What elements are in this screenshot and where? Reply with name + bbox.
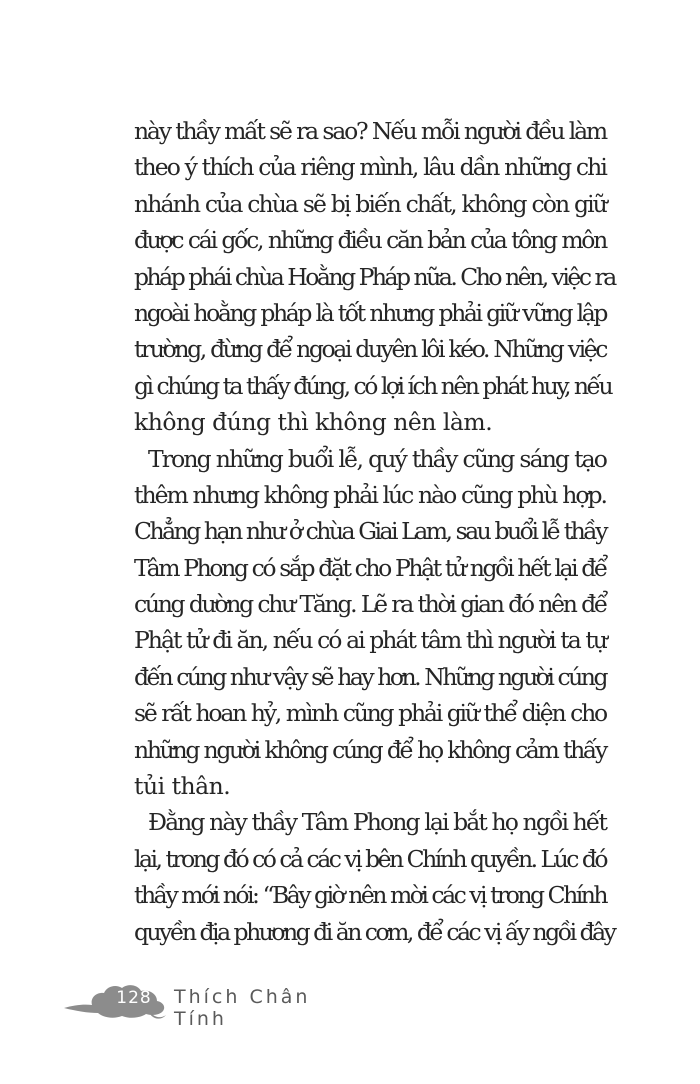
body-text [134, 113, 615, 950]
text-line: này thầy mất sẽ ra sao? Nếu mỗi người đều làm [134, 117, 606, 145]
text-line: cúng dường chư Tăng. Lẽ ra thời gian đó nên để [134, 590, 606, 619]
text-line: Phật tử đi ăn, nếu có ai phát tâm thì người ta tự [134, 626, 606, 655]
page-number: 128 [116, 988, 152, 1008]
text-line: những người không cúng để họ không cảm thấy [134, 735, 606, 764]
text-line: Đằng này thầy Tâm Phong lại bắt họ ngồi hết [148, 808, 606, 837]
text-line: pháp phái chùa Hoằng Pháp nữa. Cho nên, việc ra [134, 262, 615, 291]
text-line: nhánh của chùa sẽ bị biến chất, không còn giữ [134, 189, 606, 218]
text-line: thêm nhưng không phải lúc nào cũng phù hợp. [134, 480, 606, 509]
text-line: thầy mới nói: “Bây giờ nên mời các vị trong Chính [134, 881, 606, 910]
text-line: theo ý thích của riêng mình, lâu dần những chi [134, 153, 606, 182]
author-name: Thích Chân Tính [174, 986, 311, 1030]
text-line: không đúng thì không nên làm. [134, 408, 493, 437]
text-line: ngoài hoằng pháp là tốt nhưng phải giữ vững lập [134, 298, 606, 327]
text-line: tủi thân. [134, 772, 231, 801]
text-line: sẽ rất hoan hỷ, mình cũng phải giữ thể diện cho [134, 699, 606, 728]
text-line: quyền địa phương đi ăn cơm, để các vị ấy ngồi đây [134, 917, 615, 946]
text-line: lại, trong đó có cả các vị bên Chính quyền. Lúc đó [134, 844, 607, 873]
text-line: Tâm Phong có sắp đặt cho Phật tử ngồi hết lại để [134, 553, 606, 582]
text-line: Chẳng hạn như ở chùa Giai Lam, sau buổi lễ thầy [134, 517, 606, 546]
page-footer [62, 978, 362, 1030]
text-line: gì chúng ta thấy đúng, có lợi ích nên phát huy, nếu [134, 371, 612, 400]
text-line: được cái gốc, những điều căn bản của tông môn [134, 226, 606, 255]
text-line: Trong những buổi lễ, quý thầy cũng sáng tạo [148, 444, 606, 473]
text-line: đến cúng như vậy sẽ hay hơn. Những người cúng [134, 662, 606, 691]
text-line: trường, đừng để ngoại duyên lôi kéo. Những việc [134, 335, 606, 364]
